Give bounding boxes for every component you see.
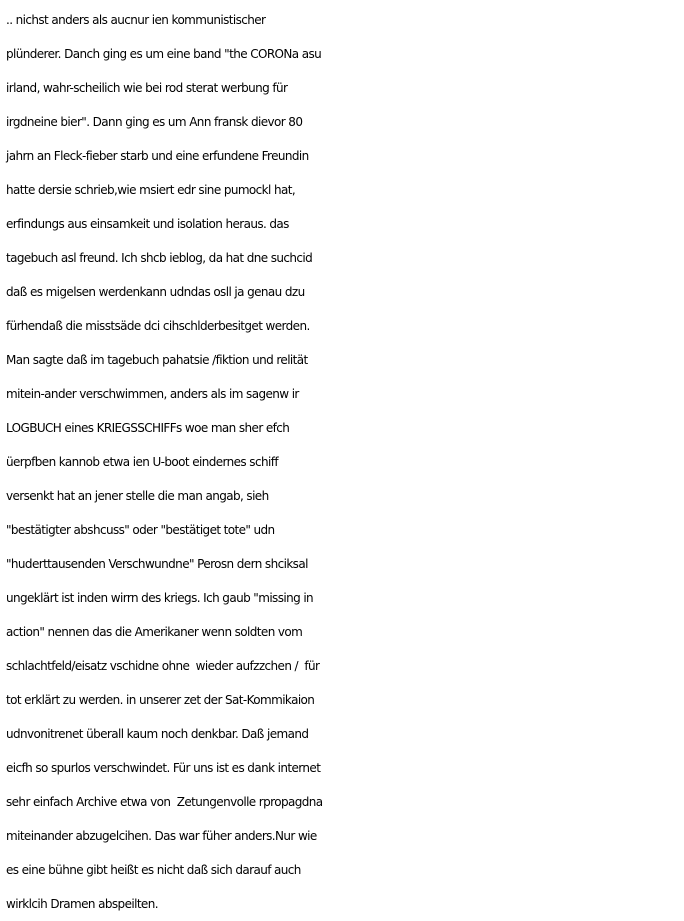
text-line: LOGBUCH eines KRIEGSSCHIFFs woe man sher efch [6, 421, 290, 435]
text-line: versenkt hat an jener stelle die man angab, sieh [6, 489, 269, 503]
text-line: irland, wahr-scheilich wie bei rod sterat werbung für [6, 81, 288, 95]
text-line: "bestätigter abshcuss" oder "bestätiget tote" udn [6, 523, 275, 537]
text-line: "huderttausenden Verschwundne" Perosn dern shciksal [6, 557, 308, 571]
text-line: daß es migelsen werdenkann udndas osll ja genau dzu [6, 285, 305, 299]
body-text [6, 3, 682, 921]
text-line: erfindungs aus einsamkeit und isolation heraus. das [6, 217, 289, 231]
text-line: .. nichst anders als aucnur ien kommunistischer [6, 13, 266, 27]
text-line: fürhendaß die misstsäde dci cihschlderbesitget werden. [6, 319, 310, 333]
text-line: schlachtfeld/eisatz vschidne ohne wieder aufzzchen / für [6, 659, 320, 673]
text-line: tot erklärt zu werden. in unserer zet der Sat-Kommikaion [6, 693, 315, 707]
text-line: es eine bühne gibt heißt es nicht daß sich darauf auch [6, 863, 301, 877]
text-line: mitein-ander verschwimmen, anders als im sagenw ir [6, 387, 299, 401]
text-line: irgdneine bier". Dann ging es um Ann fransk dievor 80 [6, 115, 303, 129]
text-line: jahrn an Fleck-fieber starb und eine erfundene Freundin [6, 149, 309, 163]
text-line: üerpfben kannob etwa ien U-boot eindernes schiff [6, 455, 278, 469]
text-line: plünderer. Danch ging es um eine band "the CORONa asu [6, 47, 322, 61]
text-line: sehr einfach Archive etwa von Zetungenvolle rpropagdna [6, 795, 323, 809]
text-line: eicfh so spurlos verschwindet. Für uns ist es dank internet [6, 761, 321, 775]
text-line: Man sagte daß im tagebuch pahatsie /fiktion und relität [6, 353, 308, 367]
text-line: tagebuch asl freund. Ich shcb ieblog, da hat dne suchcid [6, 251, 313, 265]
text-line: udnvonitrenet überall kaum noch denkbar. Daß jemand [6, 727, 309, 741]
text-line: ungeklärt ist inden wirrn des kriegs. Ich gaub "missing in [6, 591, 314, 605]
text-line: hatte dersie schrieb,wie msiert edr sine pumockl hat, [6, 183, 296, 197]
text-line: action" nennen das die Amerikaner wenn soldten vom [6, 625, 303, 639]
text-line: wirklcih Dramen abspeilten. [6, 897, 158, 911]
text-line: miteinander abzugelcihen. Das war füher anders.Nur wie [6, 829, 317, 843]
